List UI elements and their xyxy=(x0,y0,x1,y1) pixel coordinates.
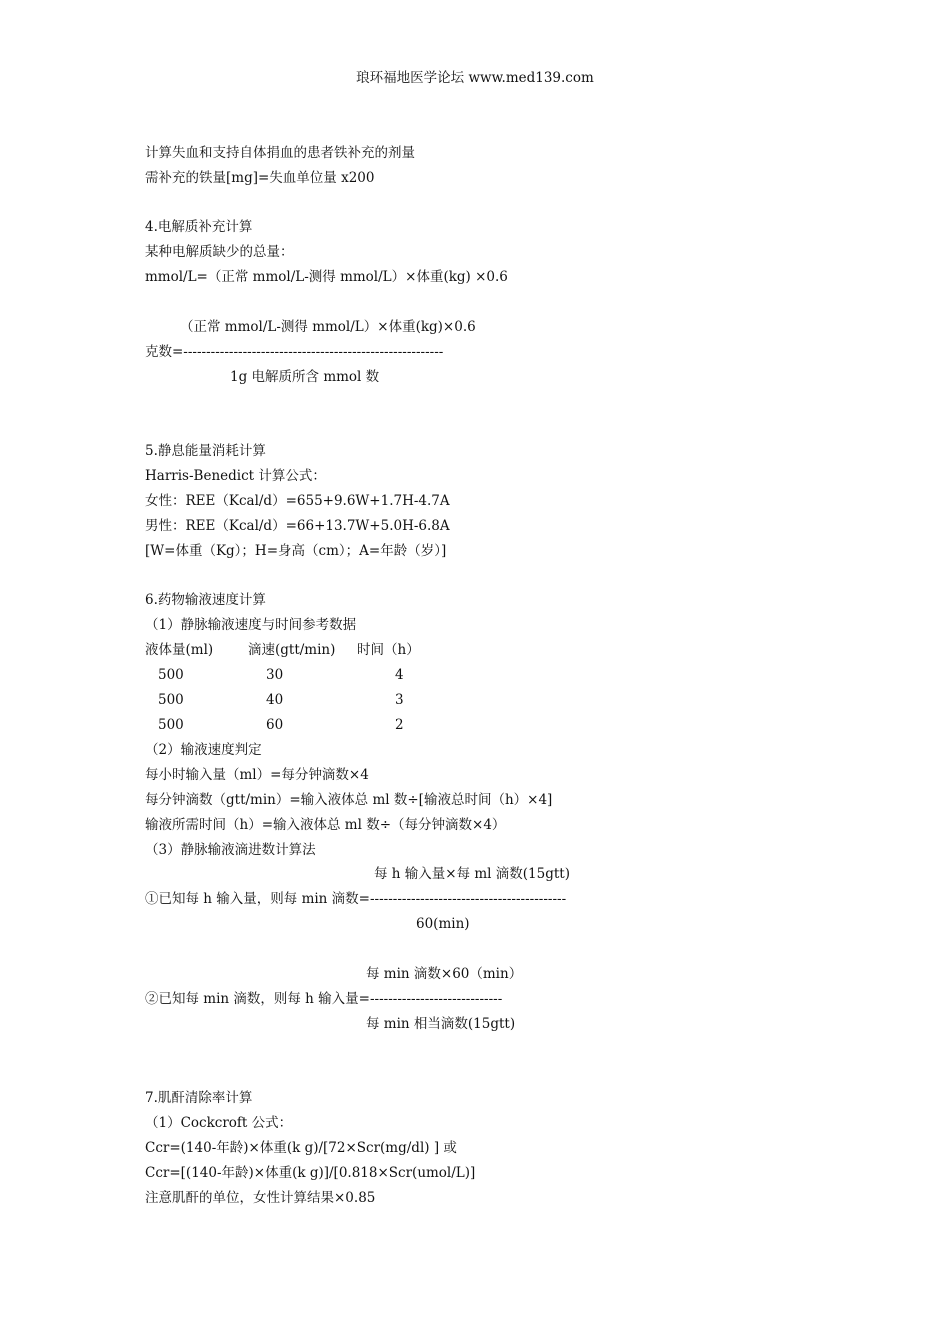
iron-line-2: 需补充的铁量[mg]=失血单位量 x200 xyxy=(145,170,375,186)
formula-2-numerator: 每 min 滴数×60（min） xyxy=(366,966,523,982)
infusion-sub-3: （3）静脉输液滴进数计算法 xyxy=(145,842,316,858)
ree-female: 女性：REE（Kcal/d）=655+9.6W+1.7H-4.7A xyxy=(145,493,450,509)
creatinine-note: 注意肌酐的单位，女性计算结果×0.85 xyxy=(145,1190,376,1206)
electrolyte-formula-1: mmol/L=（正常 mmol/L-测得 mmol/L）×体重(kg) ×0.6 xyxy=(145,269,508,285)
formula-1-line: ①已知每 h 输入量，则每 min 滴数=------------------------------------------- xyxy=(145,891,567,907)
creatinine-formula-1: Ccr=(140-年龄)×体重(k g)/[72×Scr(mg/dl) ] 或 xyxy=(145,1140,457,1156)
infusion-heading: 6.药物输液速度计算 xyxy=(145,592,266,608)
electrolyte-numerator: （正常 mmol/L-测得 mmol/L）×体重(kg)×0.6 xyxy=(180,319,476,335)
formula-1-denominator: 60(min) xyxy=(416,916,470,932)
table-header-rate: 滴速(gtt/min) xyxy=(248,642,336,658)
table-cell: 500 xyxy=(158,667,184,683)
table-header-volume: 液体量(ml) xyxy=(145,642,214,658)
infusion-sub-2: （2）输液速度判定 xyxy=(145,742,262,758)
table-cell: 500 xyxy=(158,717,184,733)
electrolyte-line-1: 某种电解质缺少的总量： xyxy=(145,244,294,260)
infusion-rate-1: 每小时输入量（ml）=每分钟滴数×4 xyxy=(145,767,369,783)
creatinine-heading: 7.肌酐清除率计算 xyxy=(145,1090,253,1106)
formula-2-denominator: 每 min 相当滴数(15gtt) xyxy=(366,1016,516,1032)
ree-male: 男性：REE（Kcal/d）=66+13.7W+5.0H-6.8A xyxy=(145,518,450,534)
table-cell: 2 xyxy=(395,717,404,733)
table-cell: 4 xyxy=(395,667,404,683)
table-header-time: 时间（h） xyxy=(357,642,420,658)
page-header: 琅环福地医学论坛 www.med139.com xyxy=(356,70,594,86)
ree-legend: [W=体重（Kg）；H=身高（cm）；A=年龄（岁）] xyxy=(145,543,447,559)
table-cell: 3 xyxy=(395,692,404,708)
electrolyte-heading: 4.电解质补充计算 xyxy=(145,219,253,235)
electrolyte-grams-line: 克数=--------------------------------------------------------- xyxy=(145,344,444,360)
table-cell: 30 xyxy=(266,667,284,683)
electrolyte-denominator: 1g 电解质所含 mmol 数 xyxy=(230,369,380,385)
ree-heading: 5.静息能量消耗计算 xyxy=(145,443,266,459)
creatinine-sub-1: （1）Cockcroft 公式： xyxy=(145,1115,293,1131)
table-cell: 60 xyxy=(266,717,284,733)
infusion-rate-3: 输液所需时间（h）=输入液体总 ml 数÷（每分钟滴数×4） xyxy=(145,817,506,833)
table-cell: 500 xyxy=(158,692,184,708)
formula-1-numerator: 每 h 输入量×每 ml 滴数(15gtt) xyxy=(374,866,570,882)
infusion-rate-2: 每分钟滴数（gtt/min）=输入液体总 ml 数÷[输液总时间（h）×4] xyxy=(145,792,553,808)
formula-2-line: ②已知每 min 滴数，则每 h 输入量=----------------------------- xyxy=(145,991,503,1007)
table-cell: 40 xyxy=(266,692,284,708)
iron-line-1: 计算失血和支持自体捐血的患者铁补充的剂量 xyxy=(145,145,415,161)
creatinine-formula-2: Ccr=[(140-年龄)×体重(k g)]/[0.818×Scr(umol/L)] xyxy=(145,1165,476,1181)
infusion-sub-1: （1）静脉输液速度与时间参考数据 xyxy=(145,617,357,633)
ree-line-1: Harris-Benedict 计算公式： xyxy=(145,468,326,484)
